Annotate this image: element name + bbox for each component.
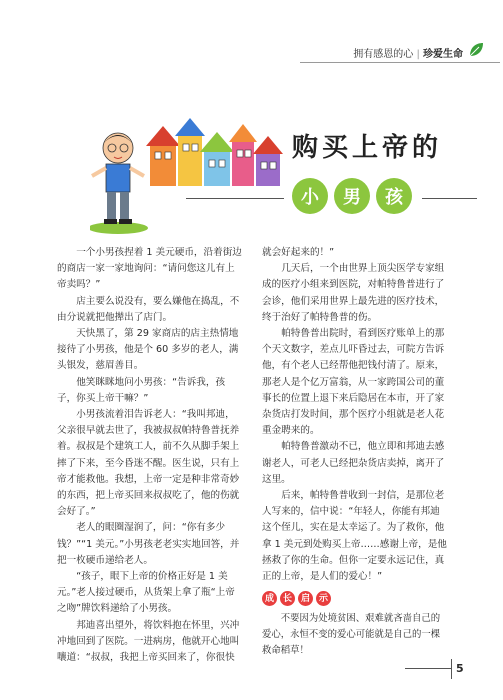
- paragraph: 几天后，一个由世界上顶尖医学专家组成的医疗小组来到医院，对帕特鲁普进行了会诊，他们采用世界上最先进的医疗技术，终于治好了帕特鲁普的伤。: [262, 263, 445, 323]
- page-number: 5: [456, 662, 464, 675]
- paragraph-continued: 就会好起来的！”: [262, 247, 335, 258]
- growth-inspiration-badge: [262, 591, 448, 606]
- paragraph: 邦迪喜出望外，将饮料抱在怀里，兴冲冲地回到了医院。一进病房，他就开心地叫嚷道：“叔叔，我把上帝买回来了，你很快: [57, 619, 240, 664]
- paragraph: 老人的眼圈湿润了，问：“你有多少钱？”“1 美元。”小男孩老老实实地回答，并把一枚硬币递给老人。: [57, 522, 240, 566]
- paragraph: 店主要么说没有，要么嫌他在捣乱，不由分说就把他撵出了店门。: [57, 295, 240, 323]
- footer-bar: [451, 659, 452, 679]
- footer-rule: [405, 668, 451, 669]
- inspiration-text: 不要因为处境贫困、艰难就吝啬自己的爱心，永恒不变的爱心可能就是自己的一棵救命稻草！: [262, 613, 441, 657]
- paragraph: 他笑眯眯地问小男孩：“告诉我，孩子，你买上帝干嘛？”: [57, 376, 226, 404]
- paragraph: 一个小男孩捏着 1 美元硬币，沿着街边的商店一家一家地询问：“请问您这儿有上帝卖吗？”: [57, 247, 242, 291]
- subtitle-char: 男: [334, 178, 370, 214]
- header-separator: |: [416, 49, 420, 60]
- paragraph: 后来，帕特鲁普收到一封信，是那位老人写来的，信中说：“年轻人，你能有邦迪这个侄儿，实在是太幸运了。为了救你，他拿 1 美元到处购买上帝……感谢上帝，是他拯救了你的生命。但你一定要永远记住，真正的上帝，是人们的爱心！”: [262, 490, 447, 583]
- header-topic: 珍爱生命: [423, 49, 463, 60]
- leaf-icon: [467, 41, 485, 62]
- paragraph: 帕特鲁普激动不已，他立即和邦迪去感谢老人，可老人已经把杂货店卖掉，离开了这里。: [262, 441, 445, 485]
- badge-char: 示: [316, 591, 331, 606]
- paragraph: 小男孩流着泪告诉老人：“我叫邦迪，父亲很早就去世了，我被叔叔帕特鲁普抚养着。叔叔是个建筑工人，前不久从脚手架上摔了下来，至今昏迷不醒。医生说，只有上帝才能救他。我想，上帝一定是种非常奇妙的东西，把上帝买回来叔叔吃了，他的伤就会好了。”: [57, 409, 240, 518]
- left-column: [57, 245, 243, 666]
- boy-with-houses-illustration: [90, 116, 290, 240]
- badge-char: 成: [262, 591, 277, 606]
- title-line-right: [422, 198, 477, 199]
- paragraph: 帕特鲁普出院时，看到医疗账单上的那个天文数字，差点儿吓昏过去，可院方告诉他，有个老人已经帮他把钱付清了。原来，那老人是个亿万富翁，从一家跨国公司的董事长的位置上退下来后隐居在本市，开了家杂货店打发时间，那个医疗小组就是老人花重金聘来的。: [262, 328, 445, 437]
- running-header: [353, 45, 463, 60]
- paragraph: “孩子，眼下上帝的价格正好是 1 美元。”老人接过硬币，从货架上拿了瓶“上帝之吻”牌饮料递给了小男孩。: [57, 571, 235, 615]
- subtitle-char: 孩: [376, 178, 412, 214]
- header-rule: [300, 62, 500, 63]
- paragraph: 天快黑了，第 29 家商店的店主热情地接待了小男孩，他是个 60 多岁的老人，满头银发，慈眉善目。: [57, 328, 239, 372]
- article-title: 购买上帝的: [292, 133, 443, 163]
- badge-char: 启: [298, 591, 313, 606]
- article-subtitle: [292, 178, 412, 214]
- right-column: [262, 245, 448, 659]
- header-section: 拥有感恩的心: [353, 49, 414, 60]
- badge-char: 长: [280, 591, 295, 606]
- subtitle-char: 小: [292, 178, 328, 214]
- title-line-left: [186, 198, 284, 199]
